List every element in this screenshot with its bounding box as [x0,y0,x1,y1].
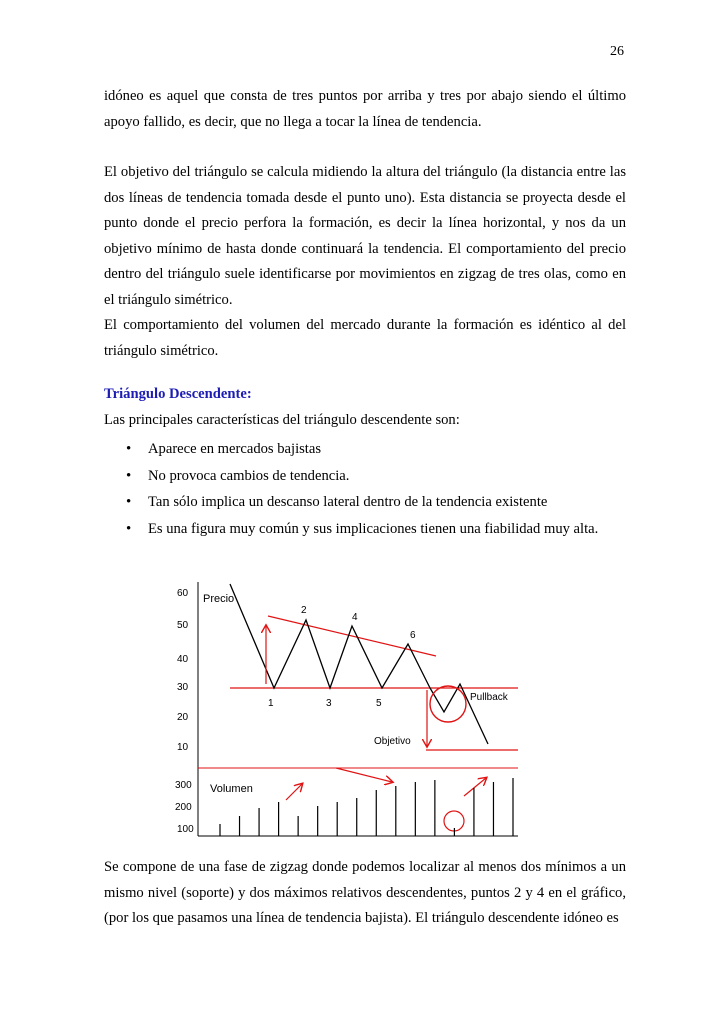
price-label: Precio [203,593,235,605]
volume-tick-label: 300 [175,780,192,791]
price-tick-label: 10 [177,742,189,753]
objective-label: Objetivo [374,736,411,747]
section-intro: Las principales características del triángulo descendente son: [104,412,460,428]
point-label-5: 5 [376,698,382,709]
volume-bars [220,778,513,836]
list-item: • No provoca cambios de tendencia. [104,466,598,493]
descending-triangle-chart [168,576,528,842]
list-item: • Tan sólo implica un descanso lateral dentro de la tendencia existente [104,492,598,519]
point-label-4: 4 [352,612,358,623]
price-tick-label: 60 [177,588,189,599]
point-label-6: 6 [410,630,416,641]
list-item: • Es una figura muy común y sus implicaciones tienen una fiabilidad muy alta. [104,519,598,546]
characteristics-list [104,439,598,545]
paragraph-intro: idóneo es aquel que consta de tres puntos por arriba y tres por abajo siendo el último apoyo fallido, es decir, que no llega a tocar la línea de tendencia. [104,88,626,130]
volume-trend-arrow [464,778,486,796]
volume-tick-label: 200 [175,802,192,813]
price-tick-label: 40 [177,654,189,665]
point-label-3: 3 [326,698,332,709]
volume-trend-arrow [336,768,392,782]
volume-label: Volumen [210,783,253,795]
section-heading: Triángulo Descendente: [104,386,252,402]
paragraph-volume: El comportamiento del volumen del mercado durante la formación es idéntico al del triángulo simétrico. [104,317,626,359]
point-label-2: 2 [301,605,307,616]
price-zigzag-line [230,584,488,744]
price-tick-label: 50 [177,620,189,631]
paragraph-objective: El objetivo del triángulo se calcula midiendo la altura del triángulo (la distancia entre las dos líneas de tendencia tomada desde el punto uno). Esta distancia se proyecta desde el punto donde el precio perfora la formación, es decir la línea horizontal, y nos da un objetivo mínimo de hasta donde continuará la tendencia. El comportamiento del precio dentro del triángulo suele identificarse por movimientos en zigzag de tres olas, como en el triángulo simétrico. [104,164,626,308]
page-number: 26 [610,44,624,59]
volume-tick-label: 100 [177,824,194,835]
point-label-1: 1 [268,698,274,709]
pullback-label: Pullback [470,692,508,703]
paragraph-zigzag: Se compone de una fase de zigzag donde podemos localizar al menos dos mínimos a un mismo nivel (soporte) y dos máximos relativos descendentes, puntos 2 y 4 en el gráfico, (por los que pasamos una línea de tendencia bajista). El triángulo descendente idóneo es [104,859,626,927]
volume-trend-arrow [286,784,302,800]
list-item: • Aparece en mercados bajistas [104,439,598,466]
price-tick-label: 20 [177,712,189,723]
price-tick-label: 30 [177,682,189,693]
